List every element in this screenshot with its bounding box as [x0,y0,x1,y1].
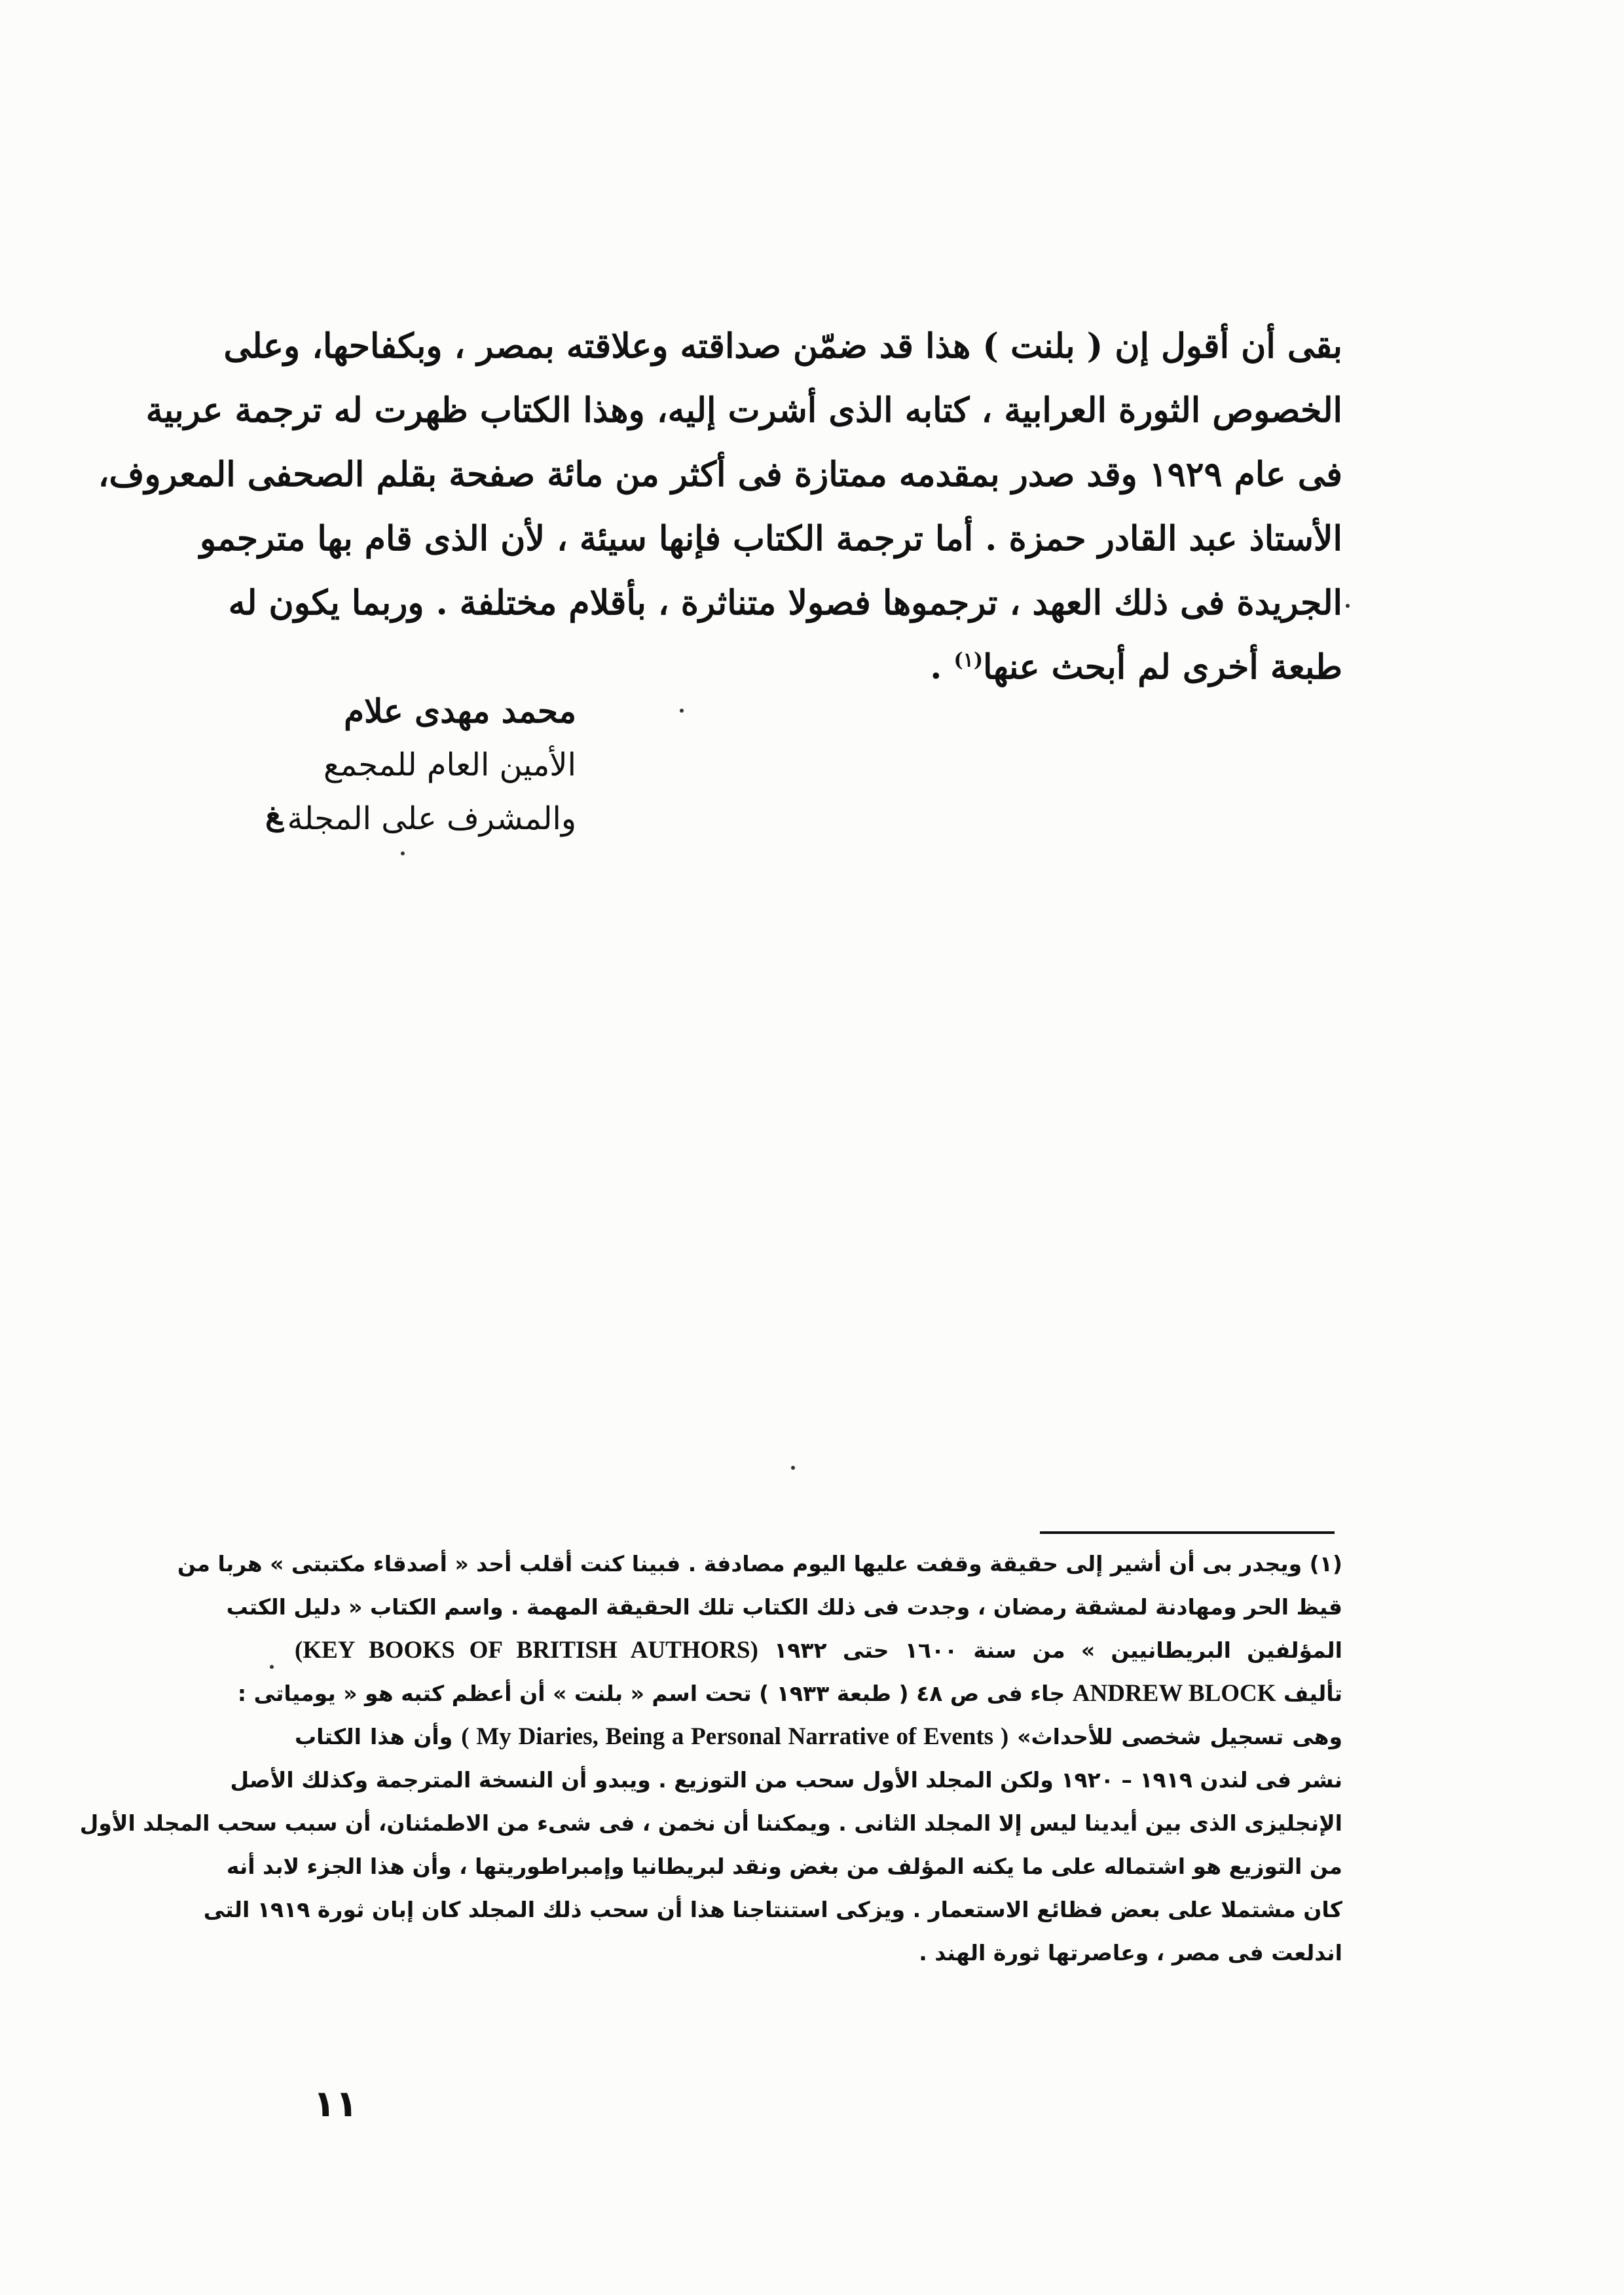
scan-speck-icon [401,851,405,855]
scan-speck-icon [791,1466,795,1470]
author-name-latin: ANDREW BLOCK [1072,1680,1276,1707]
footnote-line: قيظ الحر ومهادنة لمشقة رمضان ، وجدت فى ذلك الكتاب تلك الحقيقة المهمة . واسم الكتاب « دليل الكتب [226,1594,1342,1620]
paragraph-line: الخصوص الثورة العرابية ، كتابه الذى أشرت إليه، وهذا الكتاب ظهرت له ترجمة عربية [145,390,1342,430]
scan-speck-icon [270,1665,274,1669]
book-title-latin: (KEY BOOKS OF BRITISH AUTHORS) [295,1637,758,1664]
footnote-line: (١) ويجدر بى أن أشير إلى حقيقة وقفت عليها اليوم مصادفة . فبينا كنت أقلب أحد « أصدقاء مكتبتى » هربا من [177,1551,1342,1577]
footnote-text: تأليف [1283,1681,1342,1706]
page-number: ١١ [313,2083,358,2125]
paragraph-line: الجريدة فى ذلك العهد ، ترجموها فصولا متناثرة ، بأقلام مختلفة . وربما يكون له [228,583,1342,623]
paragraph-closing: . [930,647,954,687]
paragraph-line: الأستاذ عبد القادر حمزة . أما ترجمة الكتاب فإنها سيئة ، لأن الذى قام بها مترجمو [200,519,1342,559]
signature-block [287,684,576,846]
footnote-divider [1040,1531,1335,1534]
signature-title-2: والمشرف على المجلة [287,800,576,837]
footnote-line: من التوزيع هو اشتماله على ما يكنه المؤلف من بغض ونقد لبريطانيا وإمبراطوريتها ، وأن هذا الجزء لابد أنه [226,1854,1342,1879]
signature-name: محمد مهدى علام [344,692,576,730]
scan-speck-icon [680,709,684,713]
footnote-text: المؤلفين البريطانيين » من سنة ١٦٠٠ حتى ١٩٣٢ [774,1637,1342,1663]
footnote [79,1542,1342,1975]
scan-speck-icon [1346,604,1350,608]
footnote-line [237,1672,1342,1715]
footnote-line: نشر فى لندن ١٩١٩ – ١٩٢٠ ولكن المجلد الأول سحب من التوزيع . ويبدو أن النسخة المترجمة وكذلك الأصل [230,1767,1342,1793]
footnote-text: جاء فى ص ٤٨ ( طبعة ١٩٣٣ ) تحت اسم « بلنت » أن أعظم كتبه هو « يومياتى : [237,1681,1065,1706]
paragraph-line: بقى أن أقول إن ( بلنت ) هذا قد ضمّن صداقته وعلاقته بمصر ، وبكفاحها، وعلى [223,326,1342,366]
footnote-line [295,1629,1342,1672]
footnote-line: كان مشتملا على بعض فظائع الاستعمار . ويزكى استنتاجنا هذا أن سحب ذلك المجلد كان إبان ثورة ١٩١٩ التى [203,1897,1342,1922]
footnote-line: الإنجليزى الذى بين أيدينا ليس إلا المجلد الثانى . ويمكننا أن نخمن ، فى شىء من الاطمئنان، أن سبب سحب المجلد الأول [79,1810,1342,1836]
footnote-line: اندلعت فى مصر ، وعاصرتها ثورة الهند . [919,1940,1342,1966]
footnote-text: وهى تسجيل شخصى للأحداث» [1017,1724,1342,1749]
signature-title: الأمين العام للمجمع [323,747,576,783]
diaries-title-latin: ( My Diaries, Being a Personal Narrative of Events ) [461,1723,1009,1750]
signature-flourish-icon: ﻎ [265,796,282,832]
paragraph-line: فى عام ١٩٢٩ وقد صدر بمقدمه ممتازة فى أكثر من مائة صفحة بقلم الصحفى المعروف، [98,455,1342,494]
footnote-text: وأن هذا الكتاب [295,1724,453,1749]
main-paragraph [98,314,1342,700]
footnote-line [295,1715,1342,1759]
paragraph-line-text: طبعة أخرى لم أبحث عنها [983,647,1342,687]
footnote-reference: (١) [953,648,984,672]
